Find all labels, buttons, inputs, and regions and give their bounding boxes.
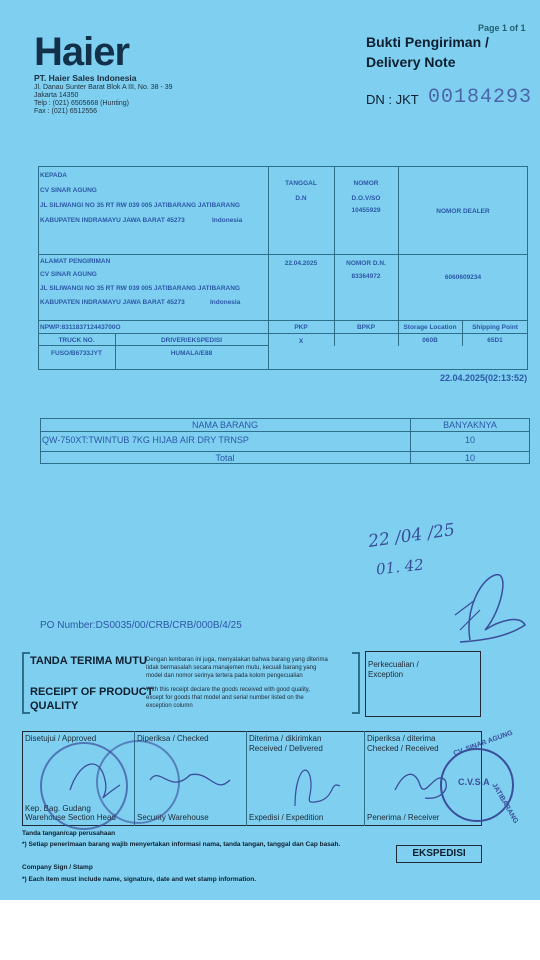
kepada-address: JL SILIWANGI NO 35 RT RW 039 005 JATIBARANG JATIBARANG — [40, 202, 240, 209]
dn-number: 00184293 — [428, 86, 533, 109]
ekspedisi-label: EKSPEDISI — [412, 848, 466, 859]
receipt-text: except for goods that model and serial number listed on the — [146, 695, 304, 701]
dealer-value: 6060609234 — [444, 274, 482, 281]
bracket-left — [22, 652, 24, 714]
bracket-left — [22, 652, 30, 654]
tanggal-label: TANGGAL — [285, 180, 317, 187]
alamat-country: Indonesia — [210, 299, 241, 306]
tanda-text: tidak bermasalah secara manajemen mutu, kecuali barang yang — [146, 665, 317, 671]
delivery-signature — [280, 756, 350, 816]
total-qty: 10 — [464, 453, 475, 463]
divider — [40, 451, 530, 452]
kepada-label: KEPADA — [40, 172, 67, 179]
tanda-terima-title: TANDA TERIMA MUTU — [30, 655, 147, 667]
po-number: PO Number:DS0035/00/CRB/CRB/000B/4/25 — [40, 620, 242, 631]
alamat-address: KABUPATEN INDRAMAYU JAWA BARAT 45273 — [40, 299, 185, 306]
company-sign-label: Tanda tangan/cap perusahaan — [22, 830, 116, 837]
divider — [38, 345, 268, 346]
divider — [38, 254, 528, 255]
kepada-name: CV SINAR AGUNG — [40, 187, 97, 194]
exception-label: Exception — [368, 670, 404, 679]
alamat-name: CV SINAR AGUNG — [40, 271, 97, 278]
exception-label: Perkecualian / — [368, 660, 419, 669]
total-label: Total — [215, 453, 235, 463]
nomor-value: D.O.V/SO — [351, 195, 381, 202]
divider — [334, 166, 335, 346]
sign-approved-role: Kep. Bag. Gudang — [25, 804, 91, 813]
storage-label: Storage Location — [403, 324, 457, 331]
nomor-dn-value: 83364972 — [351, 273, 381, 280]
company-name: PT. Haier Sales Indonesia — [34, 73, 137, 83]
npwp: NPWP:831183712443700O — [40, 324, 121, 331]
stamp-top-text: CV. SINAR AGUNG — [452, 729, 514, 758]
bpkp-label: BPKP — [356, 324, 376, 331]
truck-label: TRUCK NO. — [58, 337, 95, 344]
truck-value: FUSO/B6733JYT — [51, 350, 102, 357]
footer-note-id: *) Setiap penerimaan barang wajib menyertakan informasi nama, tanda tangan, tanggal dan Cap basah. — [22, 841, 341, 848]
sign-delivered-label: Diterima / dikirimkan — [249, 734, 322, 743]
stamp-center-text: C.V.S.A — [458, 777, 490, 787]
company-address-line: Jakarta 14350 — [34, 92, 79, 99]
dn-label: DN : JKT — [366, 92, 419, 107]
shipping-value: 65D1 — [487, 337, 503, 344]
driver-label: DRIVER/EKSPEDISI — [160, 337, 223, 344]
receipt-text: With this receipt declare the goods received with good quality, — [146, 687, 310, 693]
document-title-en: Delivery Note — [366, 54, 456, 70]
receipt-title: QUALITY — [30, 700, 79, 712]
divider — [398, 166, 399, 346]
haier-logo: Haier — [34, 30, 130, 74]
handwritten-date: 22 /04 /25 — [367, 520, 457, 552]
divider — [38, 333, 528, 334]
delivery-date: 22.04.2025 — [284, 260, 318, 267]
tanda-text: model dan nomor serinya tertera pada kolom pengecualian — [146, 673, 303, 679]
footer-note-en: *) Each item must include name, signature, date and wet stamp information. — [22, 876, 257, 883]
alamat-label: ALAMAT PENGIRIMAN — [40, 258, 111, 265]
divider — [40, 431, 530, 432]
tanda-text: Dengan lembaran ini juga, menyatakan bahwa barang yang diterima — [146, 657, 328, 663]
nomor-dn-label: NOMOR D.N. — [346, 260, 386, 267]
sign-approved-role: Warehouse Section Head — [25, 813, 116, 822]
company-sign-label-en: Company Sign / Stamp — [22, 864, 93, 871]
item-name: QW-750XT:TWINTUB 7KG HIJAB AIR DRY TRNSP — [42, 435, 249, 445]
bracket-right — [352, 652, 360, 654]
items-qty-header: BANYAKNYA — [443, 420, 497, 430]
shipping-label: Shipping Point — [472, 324, 518, 331]
sign-checked-role: Security Warehouse — [137, 813, 209, 822]
stamp-right-text: JATIBARANG — [490, 782, 520, 825]
pkp-value: X — [298, 338, 304, 345]
item-qty: 10 — [464, 435, 475, 445]
tanggal-value: D.N — [295, 195, 307, 202]
driver-value: HUMALA/E88 — [170, 350, 213, 357]
nomor-value: 10455929 — [351, 207, 381, 214]
alamat-address: JL SILIWANGI NO 35 RT RW 039 005 JATIBARANG JATIBARANG — [40, 285, 240, 292]
pkp-label: PKP — [294, 324, 308, 331]
divider — [246, 731, 247, 826]
document-title-id: Bukti Pengiriman / — [366, 34, 489, 50]
company-phone: Telp : (021) 6505668 (Hunting) — [34, 100, 129, 107]
handwritten-time: 01. 42 — [375, 555, 425, 579]
bracket-left — [22, 712, 30, 714]
sign-delivered-role: Expedisi / Expedition — [249, 813, 324, 822]
page-indicator: Page 1 of 1 — [478, 23, 526, 33]
storage-value: 060B — [422, 337, 438, 344]
bracket-right — [358, 652, 360, 714]
sign-checked-label: Diperiksa / Checked — [137, 734, 209, 743]
divider — [38, 320, 528, 321]
sign-received-label: Checked / Received — [367, 744, 439, 753]
bracket-right — [352, 712, 360, 714]
sign-received-label: Diperiksa / diterima — [367, 734, 436, 743]
dealer-label: NOMOR DEALER — [436, 208, 490, 215]
receipt-text: exception column — [146, 703, 193, 709]
company-address-line: Jl. Danau Sunter Barat Blok A III, No. 38 - 39 — [34, 84, 173, 91]
divider — [364, 731, 365, 826]
receipt-title: RECEIPT OF PRODUCT — [30, 686, 154, 698]
company-fax: Fax : (021) 6512556 — [34, 108, 98, 115]
sign-received-role: Penerima / Receiver — [367, 813, 440, 822]
approval-signatures — [60, 750, 240, 810]
nomor-label: NOMOR — [353, 180, 379, 187]
sign-delivered-label: Received / Delivered — [249, 744, 323, 753]
items-name-header: NAMA BARANG — [191, 420, 258, 430]
kepada-country: Indonesia — [212, 217, 243, 224]
print-timestamp: 22.04.2025(02:13:52) — [440, 373, 528, 383]
kepada-address: KABUPATEN INDRAMAYU JAWA BARAT 45273 — [40, 217, 185, 224]
handwritten-signature — [440, 570, 530, 650]
sign-approved-label: Disetujui / Approved — [25, 734, 97, 743]
